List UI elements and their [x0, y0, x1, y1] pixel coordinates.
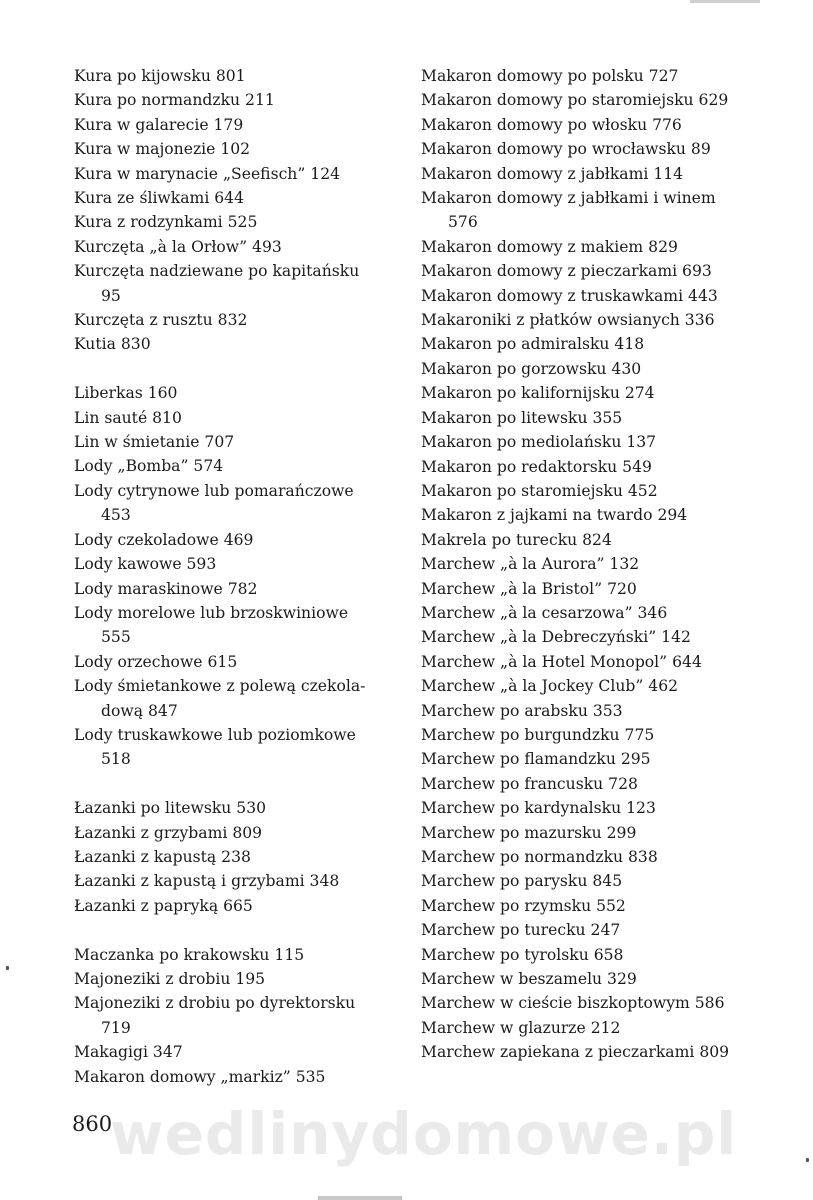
index-entry — [74, 381, 396, 405]
index-entry — [74, 723, 396, 772]
index-entry-text: Makaron po gorzowsku 430 — [421, 359, 642, 378]
index-entry-text: Lody „Bomba” 574 — [74, 457, 224, 476]
index-entry-text: Łazanki z kapustą 238 — [74, 847, 251, 866]
index-entry — [74, 332, 396, 356]
index-entry — [74, 454, 396, 478]
index-entry-text: Lody cytrynowe lub pomarańczowe — [74, 481, 354, 500]
index-entry-text: Kutia 830 — [74, 335, 151, 354]
index-entry-text: Lody morelowe lub brzoskwiniowe — [74, 603, 349, 622]
letter-group-gap — [74, 918, 396, 942]
index-entry — [421, 601, 746, 625]
index-entry — [74, 406, 396, 430]
index-entry-text: Makaron domowy z jabłkami i winem — [421, 189, 716, 208]
index-entry-text: Marchew w glazurze 212 — [421, 1018, 621, 1037]
index-entry-text: Kura w marynacie „Seefisch” 124 — [74, 164, 341, 183]
index-entry — [74, 650, 396, 674]
index-entry — [421, 430, 746, 454]
index-entry — [74, 991, 396, 1040]
index-entry — [421, 308, 746, 332]
scan-speck-right — [806, 1158, 809, 1162]
index-entry — [74, 845, 396, 869]
index-entry — [74, 943, 396, 967]
index-entry-continuation: 576 — [448, 213, 478, 232]
index-entry — [421, 845, 746, 869]
index-entry-continuation: 719 — [101, 1018, 131, 1037]
index-entry-text: Makaron domowy „markiz” 535 — [74, 1067, 326, 1086]
index-entry — [421, 674, 746, 698]
index-entry — [74, 967, 396, 991]
index-entry-text: Kura w galarecie 179 — [74, 115, 244, 134]
index-entry-text: Marchew zapiekana z pieczarkami 809 — [421, 1043, 730, 1062]
index-entry-text: Makaron po mediolańsku 137 — [421, 433, 657, 452]
index-entry-text: Lin w śmietanie 707 — [74, 433, 235, 452]
index-entry-text: Lody czekoladowe 469 — [74, 530, 254, 549]
index-entry-text: Kurczęta z rusztu 832 — [74, 311, 248, 330]
index-entry — [421, 64, 746, 88]
index-entry — [421, 552, 746, 576]
index-entry — [421, 821, 746, 845]
index-entry-text: Marchew po flamandzku 295 — [421, 750, 651, 769]
index-entry-text: Makagigi 347 — [74, 1043, 183, 1062]
index-entry-text: Makaron domowy po staromiejsku 629 — [421, 91, 729, 110]
index-entry-text: Lody maraskinowe 782 — [74, 579, 258, 598]
index-entry-text: Marchew po arabsku 353 — [421, 701, 623, 720]
index-entry-text: Marchew w cieście biszkoptowym 586 — [421, 994, 725, 1013]
index-entry-text: Makaron po kalifornijsku 274 — [421, 384, 655, 403]
index-entry-text: Makaron po admiralsku 418 — [421, 335, 645, 354]
index-entry — [421, 528, 746, 552]
index-entry-text: Marchew po turecku 247 — [421, 921, 621, 940]
index-entry — [74, 528, 396, 552]
scan-smudge-top — [690, 0, 760, 3]
index-entry-text: Makaron domowy z jabłkami 114 — [421, 164, 684, 183]
index-entry — [421, 503, 746, 527]
index-entry — [74, 1040, 396, 1064]
index-entry-text: Marchew „à la Hotel Monopol” 644 — [421, 652, 702, 671]
index-entry-text: Lody kawowe 593 — [74, 555, 217, 574]
index-entry-text: Lin sauté 810 — [74, 408, 182, 427]
index-entry — [74, 88, 396, 112]
index-entry-text: Maczanka po krakowsku 115 — [74, 945, 305, 964]
index-entry-continuation: 95 — [101, 286, 121, 305]
index-entry-text: Makaron domowy z pieczarkami 693 — [421, 262, 712, 281]
scan-smudge-bottom — [318, 1196, 402, 1200]
index-entry — [421, 796, 746, 820]
index-entry-text: Lody truskawkowe lub poziomkowe — [74, 725, 356, 744]
index-entry — [74, 137, 396, 161]
index-entry — [74, 894, 396, 918]
index-entry — [421, 479, 746, 503]
index-entry-text: Marchew „à la Aurora” 132 — [421, 555, 640, 574]
index-entry-text: Makaron po litewsku 355 — [421, 408, 623, 427]
index-entry — [74, 308, 396, 332]
index-entry-continuation: dową 847 — [101, 701, 178, 720]
index-entry-text: Kurczęta „à la Orłow” 493 — [74, 237, 282, 256]
index-entry-text: Makaron domowy po włosku 776 — [421, 115, 682, 134]
index-entry-text: Kura ze śliwkami 644 — [74, 189, 245, 208]
index-entry — [74, 1065, 396, 1089]
index-entry — [74, 210, 396, 234]
index-entry — [421, 723, 746, 747]
index-entry-text: Makaron z jajkami na twardo 294 — [421, 506, 688, 525]
index-entry — [421, 943, 746, 967]
index-entry-text: Łazanki po litewsku 530 — [74, 799, 267, 818]
index-entry — [421, 699, 746, 723]
index-entry — [421, 650, 746, 674]
index-entry-text: Marchew po tyrolsku 658 — [421, 945, 624, 964]
index-entry — [421, 869, 746, 893]
letter-group-gap — [74, 357, 396, 381]
index-entry — [421, 894, 746, 918]
index-entry — [74, 430, 396, 454]
index-entry-continuation: 453 — [101, 506, 131, 525]
index-entry-text: Marchew po kardynalsku 123 — [421, 799, 656, 818]
index-entry — [421, 113, 746, 137]
index-entry — [421, 625, 746, 649]
index-entry — [421, 332, 746, 356]
index-entry-text: Marchew po mazursku 299 — [421, 823, 637, 842]
index-entry-text: Marchew po parysku 845 — [421, 872, 623, 891]
index-entry-text: Makaron domowy z truskawkami 443 — [421, 286, 718, 305]
index-entry — [74, 821, 396, 845]
index-entry-text: Majoneziki z drobiu po dyrektorsku — [74, 994, 356, 1013]
index-entry-text: Marchew po normandzku 838 — [421, 848, 658, 866]
index-entry-text: Makaron domowy po wrocławsku 89 — [421, 140, 711, 159]
index-entry — [74, 552, 396, 576]
index-entry-text: Lody śmietankowe z polewą czekola- — [74, 677, 366, 696]
index-entry-text: Makrela po turecku 824 — [421, 530, 612, 549]
index-entry — [421, 967, 746, 991]
index-entry-text: Majoneziki z drobiu 195 — [74, 969, 266, 988]
index-entry-text: Lody orzechowe 615 — [74, 652, 238, 671]
watermark: wedlinydomowe.pl — [110, 1100, 738, 1168]
index-entry-text: Marchew „à la cesarzowa” 346 — [421, 603, 668, 622]
index-entry — [74, 113, 396, 137]
letter-group-gap — [74, 772, 396, 796]
index-entry — [421, 162, 746, 186]
index-entry — [74, 235, 396, 259]
index-entry-text: Makaron po redaktorsku 549 — [421, 457, 652, 476]
index-entry-text: Makaron domowy po polsku 727 — [421, 67, 679, 85]
index-entry — [421, 918, 746, 942]
index-entry — [421, 577, 746, 601]
index-entry — [421, 406, 746, 430]
index-entry — [421, 137, 746, 161]
index-entry-text: Łazanki z papryką 665 — [74, 896, 253, 915]
index-entry-text: Marchew w beszamelu 329 — [421, 970, 637, 989]
index-entry — [421, 259, 746, 283]
index-entry — [74, 186, 396, 210]
index-entry-text: Makaron domowy z makiem 829 — [421, 237, 678, 256]
page-number: 860 — [72, 1112, 113, 1136]
index-entry — [421, 747, 746, 771]
index-entry — [74, 479, 396, 528]
index-entry-continuation: 518 — [101, 750, 131, 769]
index-entry — [74, 259, 396, 308]
index-entry — [74, 162, 396, 186]
index-entry — [421, 235, 746, 259]
index-entry — [421, 1040, 746, 1064]
index-entry-text: Liberkas 160 — [74, 384, 178, 403]
index-entry — [421, 991, 746, 1015]
scan-speck-left — [6, 966, 9, 970]
index-entry — [74, 601, 396, 650]
index-entry — [421, 186, 746, 235]
index-entry-continuation: 555 — [101, 628, 131, 647]
index-entry — [421, 772, 746, 796]
index-entry — [74, 796, 396, 820]
index-entry-text: Marchew po rzymsku 552 — [421, 896, 626, 915]
index-entry — [421, 381, 746, 405]
index-entry — [74, 869, 396, 893]
index-entry — [421, 357, 746, 381]
index-entry-text: Marchew po burgundzku 775 — [421, 725, 655, 744]
index-entry-text: Marchew „à la Jockey Club” 462 — [421, 677, 679, 696]
index-entry-text: Marchew „à la Bristol” 720 — [421, 579, 637, 598]
index-column-right — [421, 64, 746, 1065]
index-entry — [421, 284, 746, 308]
index-entry-text: Kura po kijowsku 801 — [74, 67, 246, 85]
index-entry-text: Marchew po francusku 728 — [421, 774, 638, 793]
index-entry-text: Kurczęta nadziewane po kapitańsku — [74, 262, 360, 281]
index-entry — [74, 674, 396, 723]
index-entry — [74, 577, 396, 601]
index-entry — [421, 88, 746, 112]
index-entry-text: Kura w majonezie 102 — [74, 140, 251, 159]
index-entry — [421, 1016, 746, 1040]
index-entry-text: Makaroniki z płatków owsianych 336 — [421, 311, 715, 330]
index-entry-text: Kura po normandzku 211 — [74, 91, 275, 110]
index-entry-text: Kura z rodzynkami 525 — [74, 213, 258, 232]
index-column-left — [74, 64, 396, 1089]
index-entry-text: Łazanki z kapustą i grzybami 348 — [74, 872, 340, 891]
index-entry-text: Makaron po staromiejsku 452 — [421, 481, 658, 500]
index-entry — [421, 455, 746, 479]
index-entry-text: Łazanki z grzybami 809 — [74, 823, 263, 842]
index-entry-text: Marchew „à la Debreczyński” 142 — [421, 628, 691, 647]
index-entry — [74, 64, 396, 88]
